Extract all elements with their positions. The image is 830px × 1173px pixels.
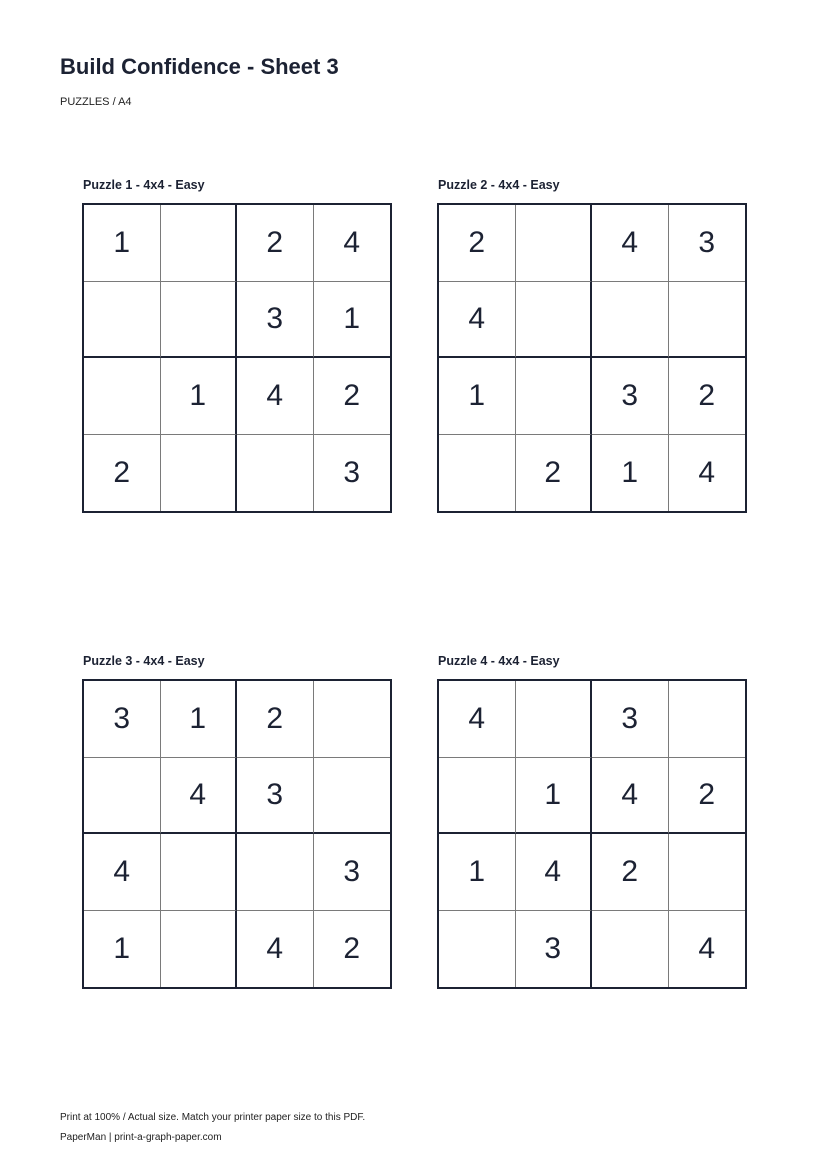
grid-cell xyxy=(439,435,516,512)
grid-cell: 2 xyxy=(237,681,314,758)
grid-cell: 2 xyxy=(516,435,593,512)
grid-cell: 4 xyxy=(698,931,716,965)
grid-cell: 3 xyxy=(592,358,669,435)
sudoku-grid xyxy=(437,679,747,989)
grid-cell xyxy=(237,834,314,911)
grid-cell: 1 xyxy=(439,358,516,435)
grid-cell xyxy=(314,681,391,758)
grid-cell: 3 xyxy=(592,681,669,758)
grid-cell xyxy=(161,282,238,359)
grid-cell xyxy=(161,911,238,988)
grid-cell xyxy=(592,911,669,988)
page-subtitle: PUZZLES / A4 xyxy=(60,96,132,108)
grid-cell: 4 xyxy=(84,834,161,911)
grid-cell xyxy=(516,205,593,282)
grid-cell xyxy=(669,282,746,359)
sudoku-grid xyxy=(437,203,747,513)
grid-cell xyxy=(84,758,161,835)
grid-cell: 4 xyxy=(516,834,593,911)
grid-cell: 1 xyxy=(84,911,161,988)
grid-cell xyxy=(592,282,669,359)
sudoku-grid xyxy=(82,679,392,989)
grid-cell: 1 xyxy=(84,205,161,282)
grid-cell: 4 xyxy=(161,758,238,835)
grid-cell: 2 xyxy=(237,205,314,282)
puzzle-title: Puzzle 1 - 4x4 - Easy xyxy=(83,178,205,192)
grid-cell: 1 xyxy=(516,758,593,835)
grid-cell: 1 xyxy=(161,681,238,758)
grid-cell: 3 xyxy=(516,911,593,988)
grid-cell xyxy=(84,282,161,359)
grid-cell xyxy=(161,834,238,911)
grid-cell: 4 xyxy=(237,358,314,435)
grid-cell: 1 xyxy=(314,282,391,359)
puzzle-title: Puzzle 2 - 4x4 - Easy xyxy=(438,178,560,192)
grid-cell xyxy=(237,435,314,512)
grid-cell: 3 xyxy=(237,282,314,359)
grid-cell xyxy=(161,435,238,512)
grid-cell: 4 xyxy=(237,911,314,988)
grid-cell: 2 xyxy=(669,758,746,835)
grid-cell xyxy=(669,681,746,758)
grid-cell: 4 xyxy=(439,282,516,359)
grid-cell: 2 xyxy=(439,205,516,282)
grid-cell xyxy=(84,358,161,435)
grid-cell: 2 xyxy=(592,834,669,911)
grid-cell: 2 xyxy=(669,358,746,435)
grid-cell: 3 xyxy=(237,758,314,835)
grid-cell: 4 xyxy=(592,205,669,282)
grid-cell: 3 xyxy=(669,205,746,282)
grid-cell: 2 xyxy=(314,358,391,435)
grid-cell xyxy=(439,911,516,988)
grid-cell: 1 xyxy=(439,834,516,911)
grid-cell xyxy=(439,758,516,835)
sudoku-grid xyxy=(82,203,392,513)
grid-cell: 4 xyxy=(698,455,716,489)
puzzle-title: Puzzle 3 - 4x4 - Easy xyxy=(83,654,205,668)
grid-cell: 3 xyxy=(84,681,161,758)
grid-cell xyxy=(669,834,746,911)
footer-credit: PaperMan | print-a-graph-paper.com xyxy=(60,1132,222,1143)
grid-cell xyxy=(516,681,593,758)
grid-cell: 2 xyxy=(343,931,361,965)
grid-cell xyxy=(516,282,593,359)
grid-cell xyxy=(161,205,238,282)
grid-cell: 3 xyxy=(314,834,391,911)
grid-cell xyxy=(314,758,391,835)
grid-cell: 3 xyxy=(343,455,361,489)
grid-cell: 4 xyxy=(592,758,669,835)
grid-cell: 4 xyxy=(439,681,516,758)
grid-cell: 1 xyxy=(161,358,238,435)
page-title: Build Confidence - Sheet 3 xyxy=(60,54,339,79)
grid-cell: 1 xyxy=(592,435,669,512)
puzzle-title: Puzzle 4 - 4x4 - Easy xyxy=(438,654,560,668)
print-instructions: Print at 100% / Actual size. Match your printer paper size to this PDF. xyxy=(60,1112,366,1123)
grid-cell: 4 xyxy=(314,205,391,282)
grid-cell: 2 xyxy=(84,435,161,512)
grid-cell xyxy=(516,358,593,435)
